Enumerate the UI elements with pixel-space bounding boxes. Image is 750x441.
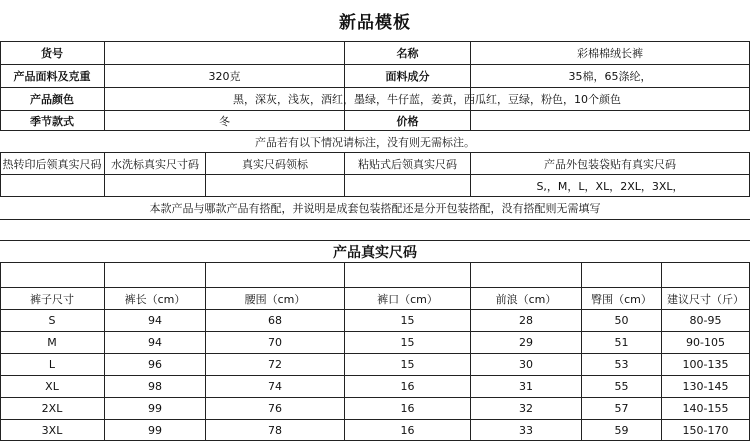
size-table-cell: 76 xyxy=(268,402,282,415)
package-sizes: S,，M，L，XL，2XL，3XL， xyxy=(536,179,684,193)
size-table-cell: 30 xyxy=(519,358,533,371)
size-table-cell: 94 xyxy=(148,336,162,349)
sticker-label: 粘贴式后领真实尺码 xyxy=(358,157,457,171)
size-table-cell: 130-145 xyxy=(682,380,729,393)
size-table-cell: 53 xyxy=(614,358,629,371)
color-value: 黑，深灰，浅灰，酒红，墨绿，牛仔蓝，姜黄，西瓜红，豆绿，粉色，10个颜色 xyxy=(233,93,621,106)
size-table-cell: 28 xyxy=(519,314,533,327)
item-no-value xyxy=(105,42,344,64)
size-row-label: L xyxy=(48,358,56,371)
size-table-cell: 68 xyxy=(268,314,282,327)
size-table-cell: 33 xyxy=(519,423,533,437)
size-header-cell: 前浪（cm） xyxy=(495,292,557,306)
material-weight-label: 产品面料及克重 xyxy=(13,70,91,83)
heat-transfer-label: 热转印后领真实尺码 xyxy=(2,157,102,171)
size-table-cell: 72 xyxy=(268,358,282,371)
season-label: 季节款式 xyxy=(30,114,74,128)
size-table-cell: 16 xyxy=(400,380,415,393)
grid-line xyxy=(0,219,750,220)
size-table-cell: 70 xyxy=(268,336,282,349)
size-header-cell: 裤长（cm） xyxy=(124,292,186,306)
size-header-cell: 裤口（cm） xyxy=(377,292,438,306)
package-label: 产品外包装袋贴有真实尺码 xyxy=(544,157,676,171)
size-table-cell: 90-105 xyxy=(686,336,725,349)
size-table-cell: 32 xyxy=(519,402,533,415)
size-table-cell: 140-155 xyxy=(682,402,729,415)
size-table-cell: 29 xyxy=(519,336,533,349)
real-size-label: 真实尺码领标 xyxy=(242,157,308,171)
item-no-label: 货号 xyxy=(41,47,63,60)
color-label: 产品颜色 xyxy=(30,93,74,106)
page-title: 新品模板 xyxy=(339,12,411,33)
size-table-cell: 150-170 xyxy=(682,423,729,437)
size-row-label: 2XL xyxy=(41,402,63,415)
price-value xyxy=(471,111,749,130)
size-header-cell: 腰围（cm） xyxy=(244,292,306,306)
season-value: 冬 xyxy=(219,114,230,128)
material-weight-value: 320克 xyxy=(208,70,241,83)
size-table-cell: 15 xyxy=(400,336,415,349)
size-table-cell: 99 xyxy=(148,423,162,437)
size-table-cell: 16 xyxy=(400,423,415,437)
wash-label: 水洗标真实尺寸码 xyxy=(111,157,199,171)
size-row-label: M xyxy=(47,336,57,349)
size-table-cell: 50 xyxy=(614,314,629,327)
size-section-title: 产品真实尺码 xyxy=(333,244,417,261)
price-label: 价格 xyxy=(396,114,419,128)
size-table-cell: 57 xyxy=(614,402,629,415)
size-table-cell: 51 xyxy=(614,336,629,349)
size-row-label: S xyxy=(48,314,56,327)
size-table-cell: 16 xyxy=(400,402,415,415)
matching-notice: 本款产品与哪款产品有搭配，并说明是成套包装搭配还是分开包装搭配，没有搭配则无需填写 xyxy=(149,202,601,215)
size-header-cell: 臀围（cm） xyxy=(591,292,652,306)
size-table-cell: 15 xyxy=(400,314,415,327)
size-table-cell: 74 xyxy=(268,380,282,393)
label-notice: 产品若有以下情况请标注，没有则无需标注。 xyxy=(255,135,475,149)
size-table-cell: 99 xyxy=(148,402,162,415)
size-table-cell: 15 xyxy=(400,358,415,371)
size-table-cell: 100-135 xyxy=(682,358,729,371)
size-header-cell: 建议尺寸（斤） xyxy=(667,292,744,306)
size-row-label: 3XL xyxy=(41,423,63,437)
size-header-cell: 裤子尺寸 xyxy=(30,292,74,306)
size-table-cell: 31 xyxy=(519,380,533,393)
size-table-cell: 80-95 xyxy=(689,314,722,327)
size-row-label: XL xyxy=(45,380,59,393)
size-table-cell: 78 xyxy=(268,423,282,437)
size-table-cell: 98 xyxy=(148,380,162,393)
name-label: 名称 xyxy=(396,47,419,60)
size-table-cell: 55 xyxy=(614,380,629,393)
grid-line xyxy=(0,262,750,263)
fabric-label: 面料成分 xyxy=(385,70,430,83)
size-table-cell: 59 xyxy=(614,423,629,437)
size-table-cell: 94 xyxy=(148,314,162,327)
name-value: 彩棉棉绒长裤 xyxy=(577,47,643,60)
size-table-cell: 96 xyxy=(148,358,162,371)
fabric-value: 35棉，65涤纶， xyxy=(568,70,652,83)
